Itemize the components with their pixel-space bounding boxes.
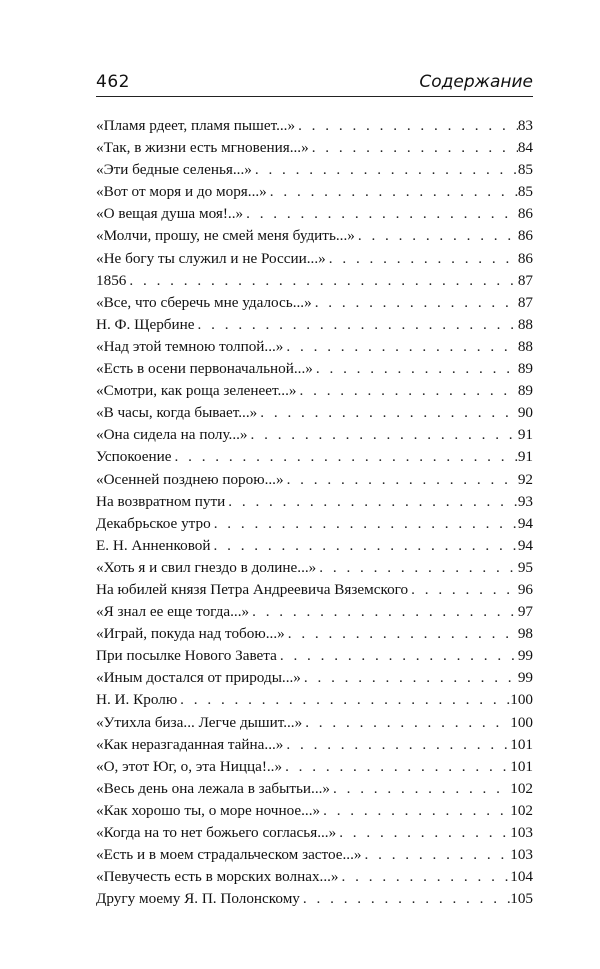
toc-entry-title: «Над этой темною толпой...»: [96, 337, 284, 355]
toc-entry: [96, 424, 533, 446]
dot-leader: [330, 778, 510, 800]
toc-entry-page-number: 86: [517, 205, 533, 223]
toc-entry: [96, 778, 533, 800]
toc-entry: [96, 800, 533, 822]
toc-entry-title: Декабрьское утро: [96, 514, 211, 532]
toc-entry-page-number: 101: [510, 735, 533, 753]
toc-entry-page-number: 105: [510, 890, 533, 908]
toc-entry-title: «Осенней позднею порою...»: [96, 470, 284, 488]
toc-entry-page-number: 103: [510, 824, 533, 841]
toc-entry: [96, 358, 533, 380]
toc-entry-page-number: 94: [517, 536, 533, 554]
dot-leader: [300, 888, 510, 910]
dot-leader: [248, 424, 518, 446]
toc-entry-title: «О, этот Юг, о, эта Ницца!..»: [96, 757, 283, 775]
toc-entry: [96, 579, 533, 601]
dot-leader: [126, 270, 517, 292]
toc-entry-page-number: 97: [517, 603, 533, 621]
toc-entry-title: Успокоение: [96, 448, 172, 466]
dot-leader: [211, 513, 518, 535]
toc-entry-title: «Весь день она лежала в забытьи...»: [96, 779, 331, 797]
toc-entry-title: Другу моему Я. П. Полонскому: [96, 890, 300, 908]
toc-entry: [96, 844, 533, 866]
toc-entry: [96, 115, 533, 137]
dot-leader: [336, 822, 510, 844]
dot-leader: [283, 734, 510, 756]
dot-leader: [312, 292, 518, 314]
toc-entry: [96, 336, 533, 358]
toc-entry-title: Н. И. Кролю: [96, 691, 178, 709]
toc-entry: [96, 314, 533, 336]
toc-entry-title: При посылке Нового Завета: [96, 647, 277, 665]
toc-entry-page-number: 99: [517, 647, 533, 665]
toc-entry-title: «Когда на то нет божьего согласья...»: [96, 824, 337, 841]
toc-entry: [96, 292, 533, 314]
toc-entry-page-number: 100: [510, 713, 533, 731]
toc-entry-page-number: 84: [517, 139, 533, 157]
dot-leader: [282, 756, 510, 778]
toc-entry: [96, 866, 533, 888]
toc-entry-page-number: 91: [517, 448, 533, 466]
dot-leader: [285, 623, 518, 645]
dot-leader: [362, 844, 511, 866]
dot-leader: [339, 866, 511, 888]
toc-entry-page-number: 101: [510, 757, 533, 775]
dot-leader: [225, 491, 518, 513]
toc-entry-title: На возвратном пути: [96, 492, 226, 510]
toc-entry-title: Н. Ф. Щербине: [96, 315, 195, 333]
toc-entry: [96, 756, 533, 778]
toc-entry-title: «Утихла биза... Легче дышит...»: [96, 713, 303, 731]
toc-entry-page-number: 89: [517, 360, 533, 378]
dot-leader: [326, 248, 518, 270]
toc-entry: [96, 469, 533, 491]
section-title: Содержание: [419, 72, 533, 92]
dot-leader: [277, 645, 518, 667]
toc-entry-page-number: 85: [517, 183, 533, 201]
dot-leader: [313, 358, 518, 380]
toc-entry: [96, 888, 533, 910]
toc-entry-page-number: 88: [517, 337, 533, 355]
toc-entry: [96, 446, 533, 468]
toc-entry-title: «Молчи, прошу, не смей меня будить...»: [96, 227, 355, 245]
toc-entry-page-number: 104: [510, 868, 533, 886]
toc-entry: [96, 270, 533, 292]
toc-entry-title: «Не богу ты служил и не России...»: [96, 249, 326, 267]
dot-leader: [408, 579, 518, 601]
toc-entry-page-number: 94: [517, 514, 533, 532]
toc-entry: [96, 248, 533, 270]
toc-entry-title: «Как неразгаданная тайна...»: [96, 735, 284, 753]
toc-entry: [96, 535, 533, 557]
toc-entry-page-number: 100: [510, 691, 533, 709]
toc-entry-title: 1856: [96, 271, 127, 289]
toc-entry-title: «Вот от моря и до моря...»: [96, 183, 267, 201]
toc-entry: [96, 601, 533, 623]
dot-leader: [309, 137, 518, 159]
toc-entry-title: «Есть в осени первоначальной...»: [96, 360, 313, 378]
dot-leader: [283, 336, 517, 358]
toc-entry-title: «Эти бедные селенья...»: [96, 161, 252, 179]
toc-entry: [96, 380, 533, 402]
dot-leader: [195, 314, 518, 336]
toc-entry: [96, 712, 533, 734]
toc-entry: [96, 203, 533, 225]
toc-entry-page-number: 87: [517, 293, 533, 311]
toc-entry-title: «Она сидела на полу...»: [96, 426, 248, 444]
dot-leader: [302, 712, 510, 734]
toc-entry-page-number: 102: [510, 779, 533, 797]
toc-entry: [96, 667, 533, 689]
toc-entry: [96, 137, 533, 159]
toc-entry: [96, 645, 533, 667]
toc-entry: [96, 402, 533, 424]
toc-entry: [96, 225, 533, 247]
toc-entry-title: «Как хорошо ты, о море ночное...»: [96, 801, 321, 819]
page-number: 462: [96, 72, 130, 92]
toc-entry: [96, 623, 533, 645]
toc-entry-page-number: 86: [517, 227, 533, 245]
dot-leader: [320, 800, 510, 822]
toc-entry-title: «Играй, покуда над тобою...»: [96, 625, 285, 643]
dot-leader: [267, 181, 518, 203]
toc-entry: [96, 513, 533, 535]
toc-entry-title: «Есть и в моем страдальческом застое...»: [96, 846, 362, 864]
dot-leader: [257, 402, 518, 424]
toc-entry-page-number: 95: [517, 558, 533, 576]
toc-entry-page-number: 102: [510, 801, 533, 819]
toc-entry-page-number: 89: [517, 382, 533, 400]
toc-entry: [96, 689, 533, 711]
toc-entry-title: «Хоть я и свил гнездо в долине...»: [96, 558, 317, 576]
toc-entry-title: «Все, что сберечь мне удалось...»: [96, 293, 312, 311]
dot-leader: [211, 535, 518, 557]
toc-entry-page-number: 96: [517, 580, 533, 598]
toc-entry-page-number: 85: [517, 161, 533, 179]
toc-entry-page-number: 92: [517, 470, 533, 488]
dot-leader: [297, 380, 518, 402]
table-of-contents: [96, 115, 533, 910]
toc-entry-page-number: 99: [517, 669, 533, 687]
dot-leader: [295, 115, 518, 137]
toc-entry-title: «Певучесть есть в морских волнах...»: [96, 868, 339, 886]
toc-entry-page-number: 103: [510, 846, 533, 864]
toc-entry-page-number: 86: [517, 249, 533, 267]
dot-leader: [177, 689, 510, 711]
toc-entry-page-number: 83: [517, 117, 533, 134]
dot-leader: [355, 225, 518, 247]
toc-entry-title: «Иным достался от природы...»: [96, 669, 301, 687]
toc-entry-page-number: 93: [517, 492, 533, 510]
toc-entry-title: «Смотри, как роща зеленеет...»: [96, 382, 297, 400]
toc-entry-title: «О вещая душа моя!..»: [96, 205, 244, 223]
toc-entry-title: «В часы, когда бывает...»: [96, 404, 258, 422]
toc-entry-title: Е. Н. Анненковой: [96, 536, 211, 554]
dot-leader: [284, 469, 518, 491]
toc-entry: [96, 181, 533, 203]
toc-entry-page-number: 90: [517, 404, 533, 422]
running-header: [96, 70, 533, 97]
toc-entry-title: «Пламя рдеет, пламя пышет...»: [96, 117, 296, 134]
toc-entry: [96, 159, 533, 181]
toc-entry-page-number: 87: [517, 271, 533, 289]
toc-entry: [96, 734, 533, 756]
dot-leader: [172, 446, 518, 468]
toc-entry: [96, 557, 533, 579]
toc-entry: [96, 491, 533, 513]
toc-entry-page-number: 88: [517, 315, 533, 333]
toc-entry: [96, 822, 533, 844]
toc-entry-title: «Так, в жизни есть мгновения...»: [96, 139, 309, 157]
dot-leader: [316, 557, 518, 579]
toc-entry-page-number: 98: [517, 625, 533, 643]
toc-entry-title: «Я знал ее еще тогда...»: [96, 603, 250, 621]
dot-leader: [301, 667, 518, 689]
toc-entry-title: На юбилей князя Петра Андреевича Вяземского: [96, 580, 409, 598]
toc-entry-page-number: 91: [517, 426, 533, 444]
dot-leader: [249, 601, 518, 623]
dot-leader: [252, 159, 518, 181]
dot-leader: [243, 203, 518, 225]
